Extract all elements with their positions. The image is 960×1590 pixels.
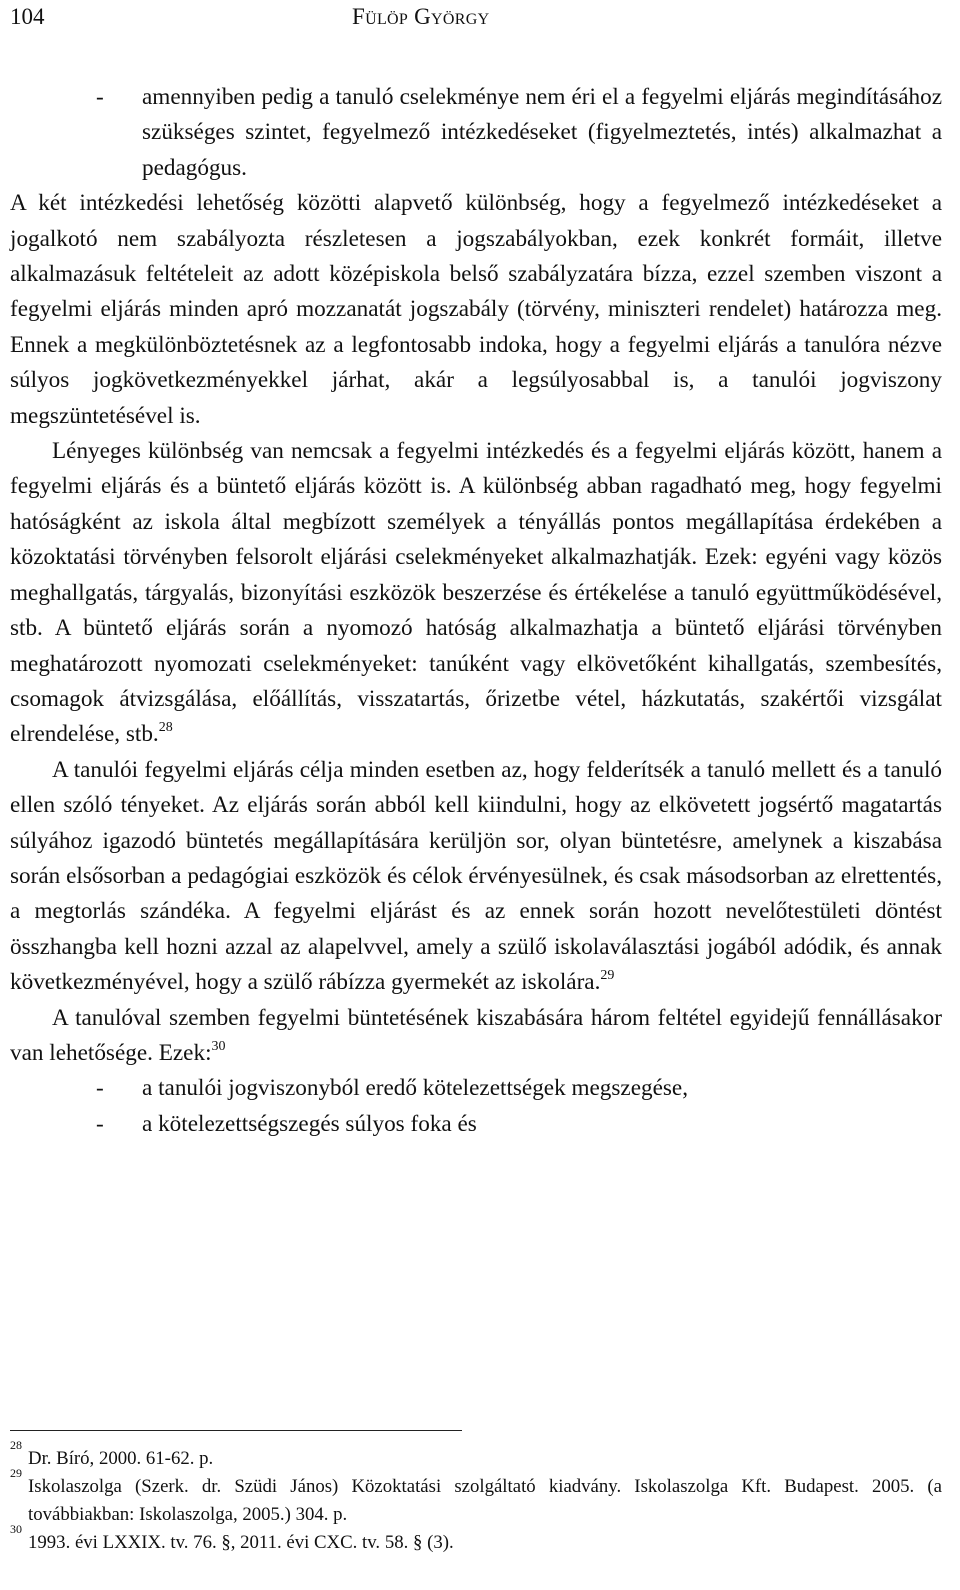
- footnote-number: 28: [10, 1438, 22, 1452]
- footnote-text: Iskolaszolga (Szerk. dr. Szüdi János) Közoktatási szolgáltató kiadvány. Iskolaszolga Kft. Budapest. 2005. (a továbbiakban: Iskolaszolga, 2005.) 304. p.: [28, 1476, 942, 1525]
- list-dash: -: [96, 1110, 104, 1137]
- paragraph-text: A tanulói fegyelmi eljárás célja minden esetben az, hogy felderítsék a tanuló mellett és a tanuló ellen szóló tényeket. Az eljárás során abból kell kiindulni, hogy az elkövetett jogsértő magatartás súlyához igazodó büntetés megállapítására kerüljön sor, olyan büntetésre, amelynek a kiszabása során elsősorban a pedagógiai eszközök és célok érvényesülnek, és csak másodsorban az elrettentés, a megtorlás szándéka. A fegyelmi eljárást és az ennek során hozott nevelőtestületi döntést összhangba kell hozni azzal az alapelvvel, amely a szülő iskolaválasztási jogából adódik, és annak következményével, hogy a szülő rábízza gyermekét az iskolára.: [10, 756, 942, 996]
- footnote-ref[interactable]: 30: [211, 1038, 226, 1054]
- paragraph-text: Lényeges különbség van nemcsak a fegyelmi intézkedés és a fegyelmi eljárás között, hanem a fegyelmi eljárás és a büntető eljárás között is. A különbség abban ragadható meg, hogy fegyelmi hatóságként az iskola által megbízott személyek a tényállás pontos megállapítása érdekében a közoktatási törvényben felsorolt eljárási cselekményeket alkalmazhatják. Ezek: egyéni vagy közös meghallgatás, tárgyalás, bizonyítási eszközök beszerzése és értékelése a tanuló együttműködésével, stb. A büntető eljárás során a nyomozó hatóság alkalmazhatja a büntető eljárási törvényben meghatározott nyomozati cselekményeket: tanúként vagy elkövetőként kihallgatás, szembesítés, csomagok átvizsgálása, előállítás, visszatartás, őrizetbe vétel, házkutatás, szakértői vizsgálat elrendelése, stb.: [10, 438, 942, 748]
- footnote-number: 29: [10, 1466, 22, 1480]
- list-item: [10, 80, 942, 186]
- footnote: [10, 1438, 942, 1473]
- footnote-rule: [10, 1430, 462, 1431]
- running-head: Fülöp György: [352, 4, 490, 29]
- footnote: [10, 1522, 942, 1557]
- list-item: [10, 1071, 942, 1106]
- footnote-ref[interactable]: 29: [600, 968, 615, 984]
- paragraph-text: A tanulóval szemben fegyelmi büntetésének kiszabására három feltétel egyidejű fennállásakor van lehetősége. Ezek:: [10, 1004, 942, 1066]
- list-item-text: a tanulói jogviszonyból eredő kötelezettségek megszegése,: [142, 1075, 689, 1102]
- list-item-text: amennyiben pedig a tanuló cselekménye nem éri el a fegyelmi eljárás megindításához szükséges szintet, fegyelmező intézkedéseket (figyelmeztetés, intés) alkalmazhat a pedagógus.: [142, 84, 942, 181]
- paragraph-text: A két intézkedési lehetőség közötti alapvető különbség, hogy a fegyelmező intézkedéseket a jogalkotó nem szabályozta részletesen a jogszabályokban, ezek konkrét formáit, illetve alkalmazásuk feltételeit az adott középiskola belső szabályzatára bízza, ezzel szemben viszont a fegyelmi eljárás minden apró mozzanatát jogszabály (törvény, miniszteri rendelet) határozza meg. Ennek a megkülönböztetésnek az a legfontosabb indoka, hogy a fegyelmi eljárás a tanulóra nézve súlyos jogkövetkezményekkel járhat, akár a legsúlyosabbal is, a tanulói jogviszony megszüntetésével is.: [10, 190, 942, 429]
- paragraph: [10, 434, 942, 753]
- footnote-text: 1993. évi LXXIX. tv. 76. §, 2011. évi CXC. tv. 58. § (3).: [28, 1532, 454, 1553]
- list-item-text: a kötelezettségszegés súlyos foka és: [142, 1110, 477, 1137]
- list-item: [10, 1107, 942, 1142]
- paragraph: [10, 186, 942, 434]
- footnote-text: Dr. Bíró, 2000. 61-62. p.: [28, 1448, 214, 1469]
- list-dash: -: [96, 84, 104, 110]
- paragraph: [10, 1001, 942, 1072]
- footnote: [10, 1466, 942, 1529]
- body-text: [10, 80, 942, 1142]
- page-header: [10, 2, 950, 36]
- footnote-ref[interactable]: 28: [158, 720, 173, 736]
- list-dash: -: [96, 1075, 104, 1102]
- footnotes: [10, 1430, 942, 1557]
- paragraph: [10, 753, 942, 1001]
- page-number: 104: [10, 4, 45, 29]
- footnote-number: 30: [10, 1522, 22, 1536]
